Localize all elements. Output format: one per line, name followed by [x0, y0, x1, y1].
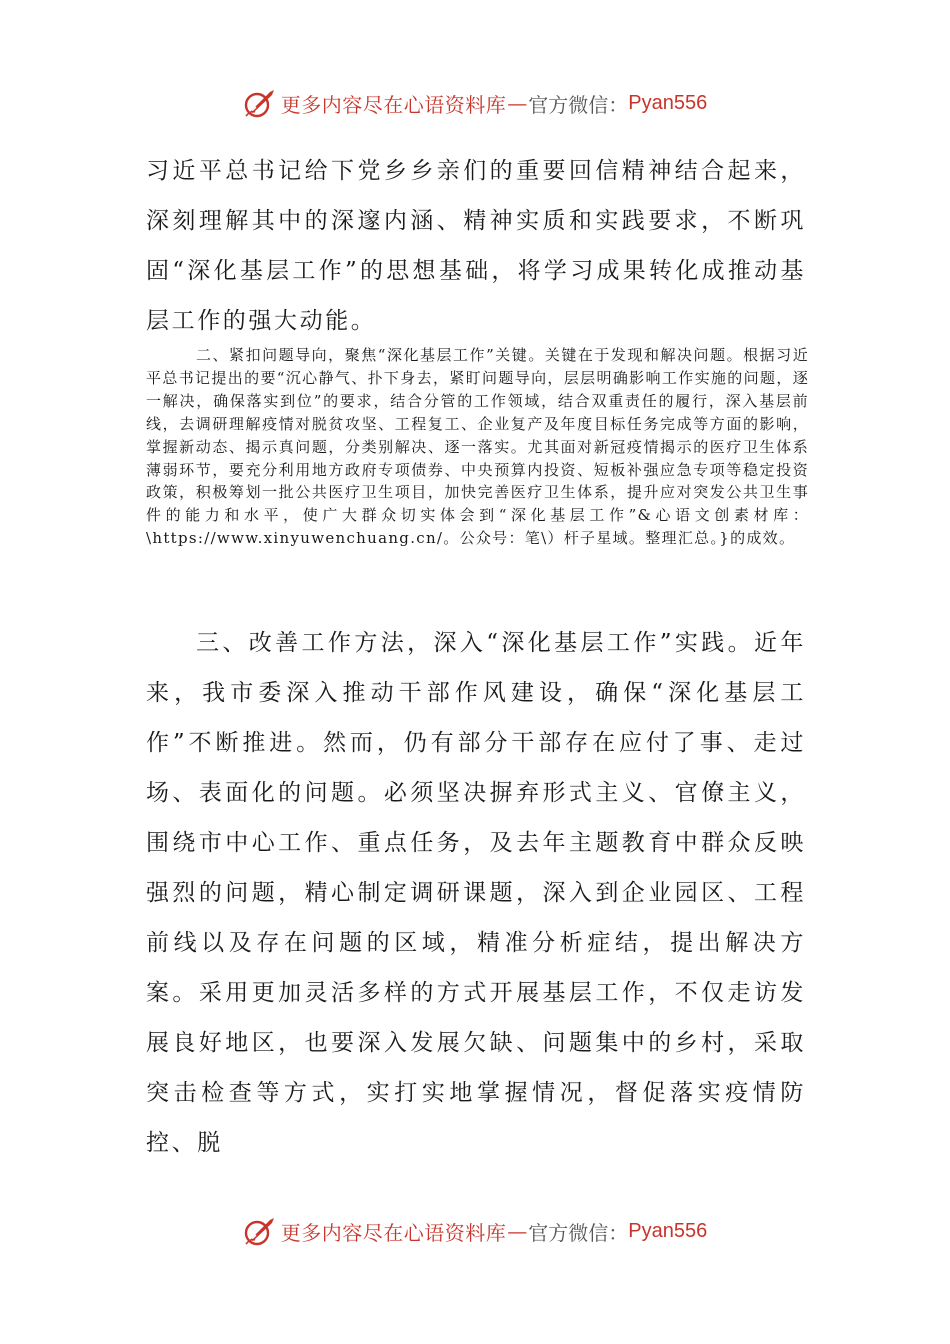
banner-wechat-id: Pyan556: [628, 91, 708, 114]
banner-dash: —: [507, 91, 528, 115]
footer-banner-wechat-label: 官方微信：: [528, 1220, 629, 1245]
banner-wechat-label: 官方微信：: [528, 92, 629, 117]
footer-banner: [0, 1211, 950, 1251]
banner-title: 更多内容尽在心语资料库: [280, 92, 507, 117]
header-banner: [0, 83, 950, 123]
body-paragraph-2: 二、紧扣问题导向，聚焦“深化基层工作”关键。关键在于发现和解决问题。根据习近平总书记提出的要“沉心静气、扑下身去，紧盯问题导向，层层明确影响工作实施的问题，逐一解决，确保落实到位”的要求，结合分管的工作领域，结合双重责任的履行，深入基层前线，去调研理解疫情对脱贫攻坚、工程复工、企业复产及年度目标任务完成等方面的影响，掌握新动态、揭示真问题，分类别解决、逐一落实。尤其面对新冠疫情揭示的医疗卫生体系薄弱环节，要充分利用地方政府专项债券、中央预算内投资、短板补强应急专项等稳定投资政策，积极筹划一批公共医疗卫生项目，加快完善医疗卫生体系，提升应对突发公共卫生事件的能力和水平，使广大群众切实体会到“深化基层工作”&心语文创素材库：\https://www.xinyuwenchuang.cn/。公众号：笔\）杆子星域。整理汇总。}的成效。: [146, 346, 809, 548]
body-paragraph-1: 习近平总书记给下党乡乡亲们的重要回信精神结合起来，深刻理解其中的深邃内涵、精神实质和实践要求，不断巩固“深化基层工作”的思想基础，将学习成果转化成推动基层工作的强大动能。: [146, 158, 806, 334]
quill-seal-logo-icon: [243, 86, 277, 120]
footer-banner-dash: —: [507, 1219, 528, 1243]
body-paragraph-3: 三、改善工作方法，深入“深化基层工作”实践。近年来，我市委深入推动干部作风建设，确保“深化基层工作”不断推进。然而，仍有部分干部存在应付了事、走过场、表面化的问题。必须坚决摒弃形式主义、官僚主义，围绕市中心工作、重点任务，及去年主题教育中群众反映强烈的问题，精心制定调研课题，深入到企业园区、工程前线以及存在问题的区域，精准分析症结，提出解决方案。采用更加灵活多样的方式开展基层工作，不仅走访发展良好地区，也要深入发展欠缺、问题集中的乡村，采取突击检查等方式，实打实地掌握情况，督促落实疫情防控、脱: [146, 630, 806, 1156]
footer-banner-wechat-id: Pyan556: [628, 1219, 708, 1242]
quill-seal-logo-icon: [243, 1214, 277, 1248]
footer-banner-title: 更多内容尽在心语资料库: [280, 1220, 507, 1245]
